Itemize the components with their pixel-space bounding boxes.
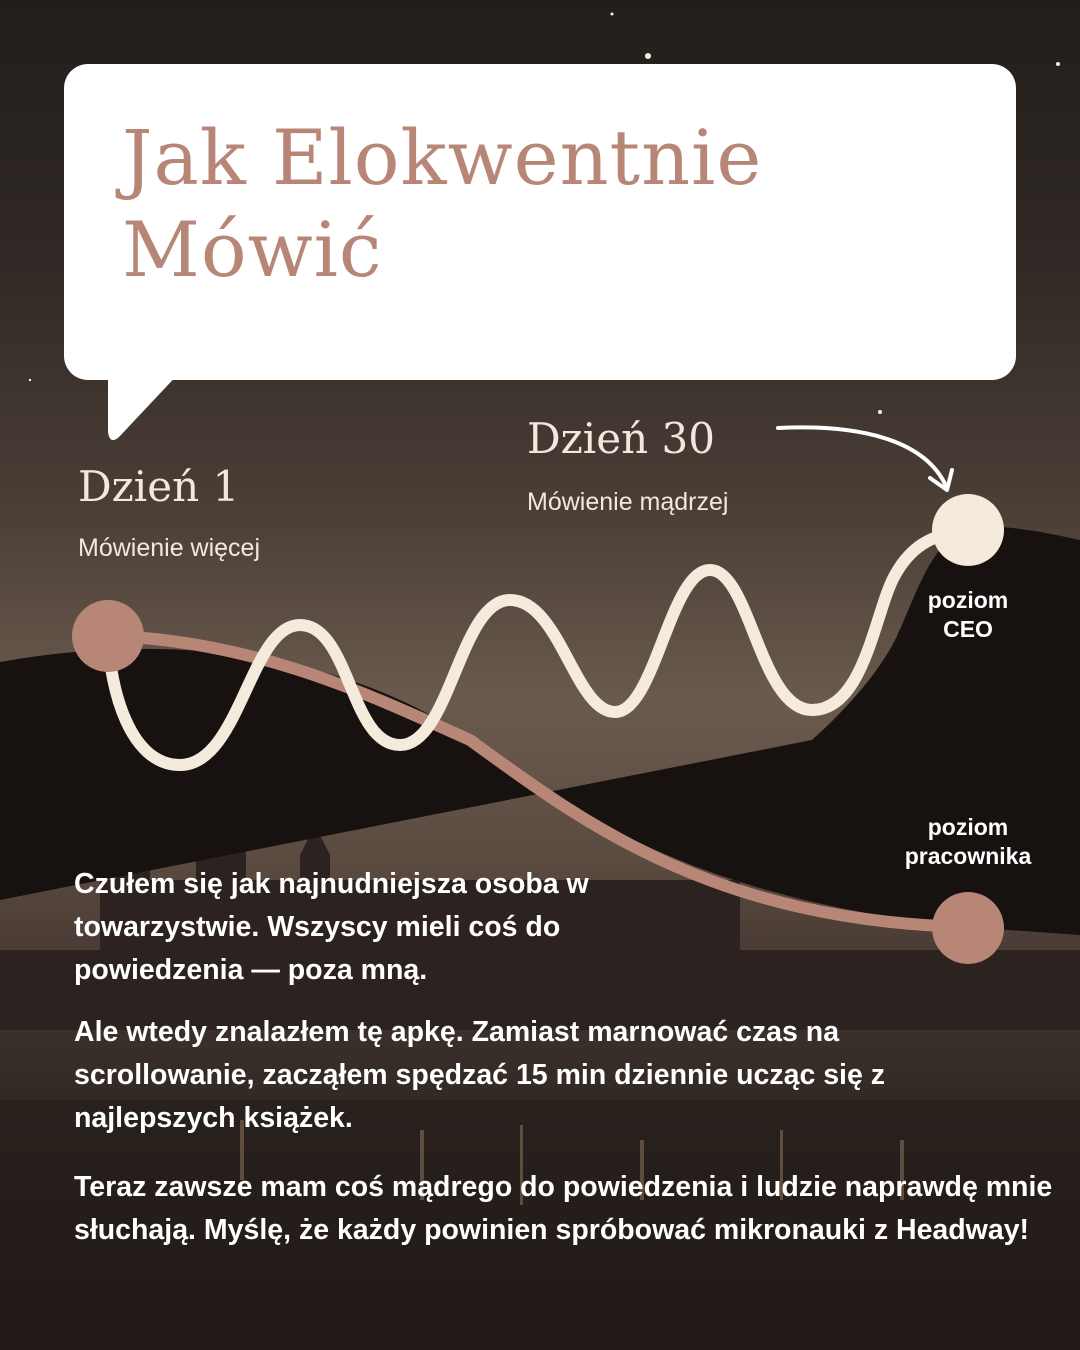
paragraph-3: Teraz zawsze mam coś mądrego do powiedzenia i ludzie naprawdę mnie słuchają. Myślę, że każdy powinien spróbować mikronauki z Headway! — [74, 1171, 1053, 1246]
day-end-label: Dzień 30 — [527, 414, 715, 463]
level-ceo: poziom CEO — [927, 587, 1009, 642]
day-start-caption: Mówienie więcej — [78, 534, 261, 562]
start-dot — [72, 600, 144, 672]
ceo-dot — [932, 494, 1004, 566]
day-end-caption: Mówienie mądrzej — [527, 488, 729, 516]
page-title: Jak Elokwentnie Mówić — [122, 113, 763, 294]
paragraph-2: Ale wtedy znalazłem tę apkę. Zamiast marnować czas na scrollowanie, zacząłem spędzać 15 min dziennie ucząc się z najlepszych książek. — [74, 1016, 885, 1134]
paragraph-1: Czułem się jak najnudniejsza osoba w towarzystwie. Wszyscy mieli coś do powiedzenia — poza mną. — [74, 868, 589, 986]
employee-dot — [932, 892, 1004, 964]
day-start-label: Dzień 1 — [78, 462, 240, 511]
level-employee: poziom pracownika — [904, 814, 1032, 869]
arrow-line — [778, 427, 946, 486]
speech-bubble-tail — [100, 370, 190, 450]
